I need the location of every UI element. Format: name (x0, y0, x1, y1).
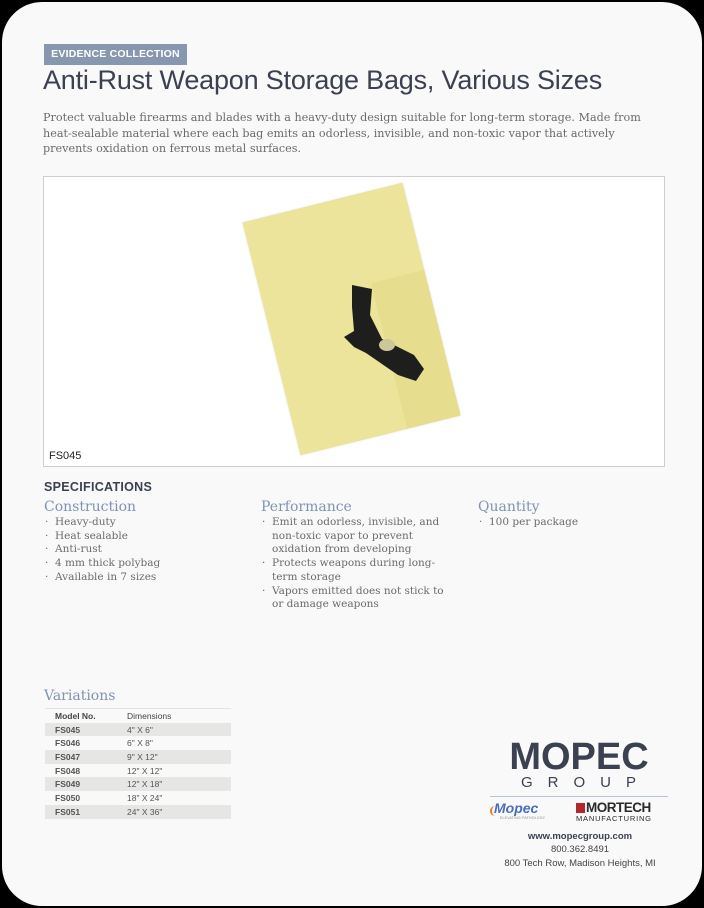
mortech-wordmark: MORTECH (586, 800, 651, 815)
model-cell: FS045 (45, 723, 117, 737)
handgun-image (324, 277, 444, 397)
mortech-brand-logo (576, 802, 651, 814)
specifications-heading: SPECIFICATIONS (44, 480, 153, 494)
dimensions-cell: 6" X 8" (127, 738, 153, 749)
dimensions-cell: 9" X 12" (117, 750, 231, 764)
website-link[interactable]: www.mopecgroup.com (527, 831, 633, 842)
table-row (45, 723, 231, 737)
table-row (45, 777, 231, 791)
logo-divider (490, 796, 668, 797)
mopec-group-logo (490, 736, 668, 797)
spec-item: · Heavy-duty (44, 516, 244, 530)
column-header-dimensions: Dimensions (127, 710, 172, 721)
logo-subtitle: GROUP (520, 774, 651, 791)
spec-column-performance (261, 498, 451, 612)
table-row (45, 736, 231, 750)
spec-item: · Protects weapons during long-term storage (261, 557, 451, 584)
table-row (45, 791, 231, 805)
model-cell: FS049 (45, 777, 117, 791)
variations-table (45, 708, 231, 819)
model-cell: FS047 (45, 750, 117, 764)
spec-column-construction (44, 498, 244, 585)
spec-column-title: Quantity (478, 499, 540, 515)
variations-heading: Variations (44, 688, 116, 704)
logo-wordmark: MOPEC (509, 736, 649, 778)
product-description: Protect valuable firearms and blades with a heavy-duty design suitable for long-term storage. Made from heat-sealable material where each bag emits an odorless, invisible, and non-toxic vapor that actively prevents oxidation on ferrous metal surfaces. (43, 111, 641, 155)
dimensions-cell: 18" X 24" (127, 792, 163, 803)
dimensions-cell: 4" X 6" (117, 723, 231, 737)
address: 800 Tech Row, Madison Heights, MI (504, 858, 656, 869)
model-cell: FS046 (55, 738, 81, 749)
dimensions-cell: 12" X 18" (117, 777, 231, 791)
spec-column-title: Construction (44, 499, 137, 515)
dimensions-cell: 12" X 12" (127, 765, 163, 776)
table-header-row (45, 709, 231, 723)
dimensions-cell: 24" X 36" (117, 805, 231, 819)
spec-column-quantity (478, 498, 668, 530)
column-header-model: Model No. (55, 710, 96, 721)
spec-item: · Heat sealable (44, 530, 244, 544)
mortech-square-icon (576, 803, 585, 813)
spec-column-title: Performance (261, 499, 352, 515)
contact-info (480, 830, 680, 871)
table-row (45, 764, 231, 778)
brand-logos (490, 800, 670, 824)
spec-item: · Vapors emitted does not stick to or damage weapons (261, 585, 451, 612)
photo-caption: FS045 (49, 450, 82, 462)
model-cell: FS048 (55, 765, 81, 776)
mopec-tagline: ELEVATING PATHOLOGY (500, 816, 546, 820)
mortech-subtitle: MANUFACTURING (576, 814, 652, 823)
spec-sheet-page (2, 2, 702, 906)
model-cell: FS050 (55, 792, 81, 803)
category-badge: EVIDENCE COLLECTION (44, 44, 187, 65)
phone-number: 800.362.8491 (550, 844, 610, 855)
page-title: Anti-Rust Weapon Storage Bags, Various Sizes (43, 65, 602, 95)
spec-item: · 100 per package (478, 516, 668, 530)
spec-item: · Anti-rust (44, 543, 244, 557)
spec-item: · Available in 7 sizes (44, 571, 244, 585)
table-row (45, 805, 231, 819)
mopec-brand-logo: Mopec (494, 800, 539, 816)
product-photo (43, 176, 665, 467)
spec-item: · Emit an odorless, invisible, and non-toxic vapor to prevent oxidation from developing (261, 516, 451, 557)
table-row (45, 750, 231, 764)
spec-item: · 4 mm thick polybag (44, 557, 244, 571)
model-cell: FS051 (45, 805, 117, 819)
